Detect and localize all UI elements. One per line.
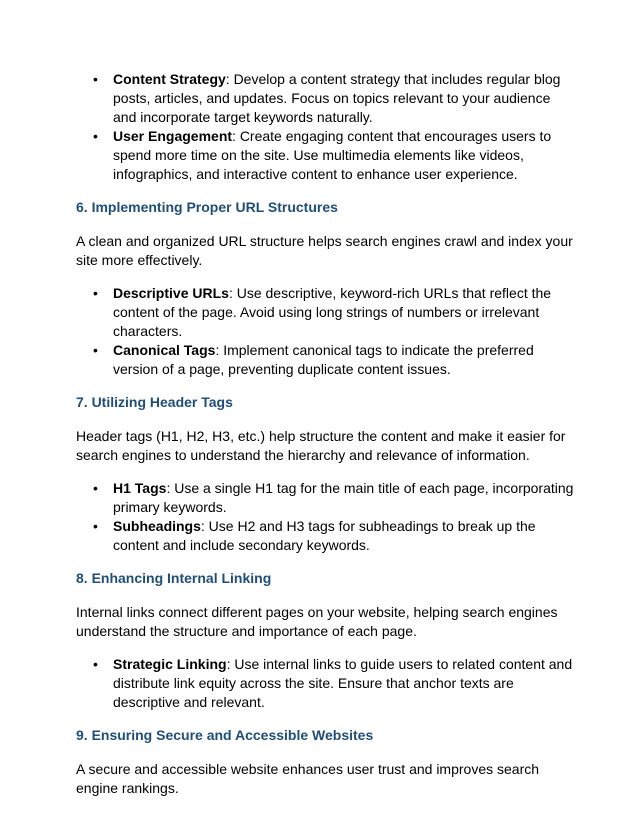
bullet-dot-icon: •: [93, 342, 98, 358]
list-item-term: User Engagement: [113, 128, 233, 144]
bullet-dot-icon: •: [93, 128, 98, 144]
section-paragraph-6: A clean and organized URL structure helps search engines crawl and index your site more effectively.: [76, 233, 573, 268]
bullet-list-header-tags: [76, 479, 576, 555]
list-item-term: Content Strategy: [113, 71, 226, 87]
document-content: [76, 70, 576, 798]
list-item: [93, 284, 576, 341]
section-heading-8: 8. Enhancing Internal Linking: [76, 570, 272, 586]
list-item: [93, 70, 576, 127]
list-item: [93, 517, 576, 555]
list-item: [93, 127, 576, 184]
section-paragraph-9: A secure and accessible website enhances user trust and improves search engine rankings.: [76, 761, 540, 796]
section-heading-7: 7. Utilizing Header Tags: [76, 394, 233, 410]
list-item-term: Descriptive URLs: [113, 285, 229, 301]
bullet-dot-icon: •: [93, 518, 98, 534]
list-item-term: Strategic Linking: [113, 656, 227, 672]
list-item: [93, 655, 576, 712]
section-paragraph-8: Internal links connect different pages on your website, helping search engines understand the structure and importance of each page.: [76, 604, 558, 639]
list-item-term: Canonical Tags: [113, 342, 216, 358]
bullet-list-content: [76, 70, 576, 184]
list-item-text: : Use descriptive, keyword-rich URLs that reflect the content of the page. Avoid using long strings of numbers or irrelevant characters.: [113, 285, 552, 339]
bullet-dot-icon: •: [93, 480, 98, 496]
list-item-text: : Implement canonical tags to indicate the preferred version of a page, preventing duplicate content issues.: [113, 342, 534, 377]
section-paragraph-7: Header tags (H1, H2, H3, etc.) help structure the content and make it easier for search engines to understand the hierarchy and relevance of information.: [76, 428, 566, 463]
section-heading-6: 6. Implementing Proper URL Structures: [76, 199, 338, 215]
list-item: [93, 479, 576, 517]
list-item-text: : Use H2 and H3 tags for subheadings to break up the content and include secondary keywords.: [113, 518, 536, 553]
list-item: [93, 341, 576, 379]
bullet-dot-icon: •: [93, 656, 98, 672]
list-item-text: : Use internal links to guide users to related content and distribute link equity across the site. Ensure that anchor texts are descriptive and relevant.: [113, 656, 573, 710]
list-item-text: : Create engaging content that encourages users to spend more time on the site. Use multimedia elements like videos, infographics, and interactive content to enhance user experience.: [113, 128, 552, 182]
section-heading-9: 9. Ensuring Secure and Accessible Websites: [76, 727, 374, 743]
list-item-term: Subheadings: [113, 518, 201, 534]
bullet-dot-icon: •: [93, 71, 98, 87]
bullet-list-internal-linking: [76, 655, 576, 712]
list-item-text: : Use a single H1 tag for the main title of each page, incorporating primary keywords.: [113, 480, 574, 515]
bullet-dot-icon: •: [93, 285, 98, 301]
list-item-text: : Develop a content strategy that includes regular blog posts, articles, and updates. Focus on topics relevant to your audience and incorporate target keywords naturally.: [113, 71, 561, 125]
bullet-list-url: [76, 284, 576, 379]
list-item-term: H1 Tags: [113, 480, 167, 496]
